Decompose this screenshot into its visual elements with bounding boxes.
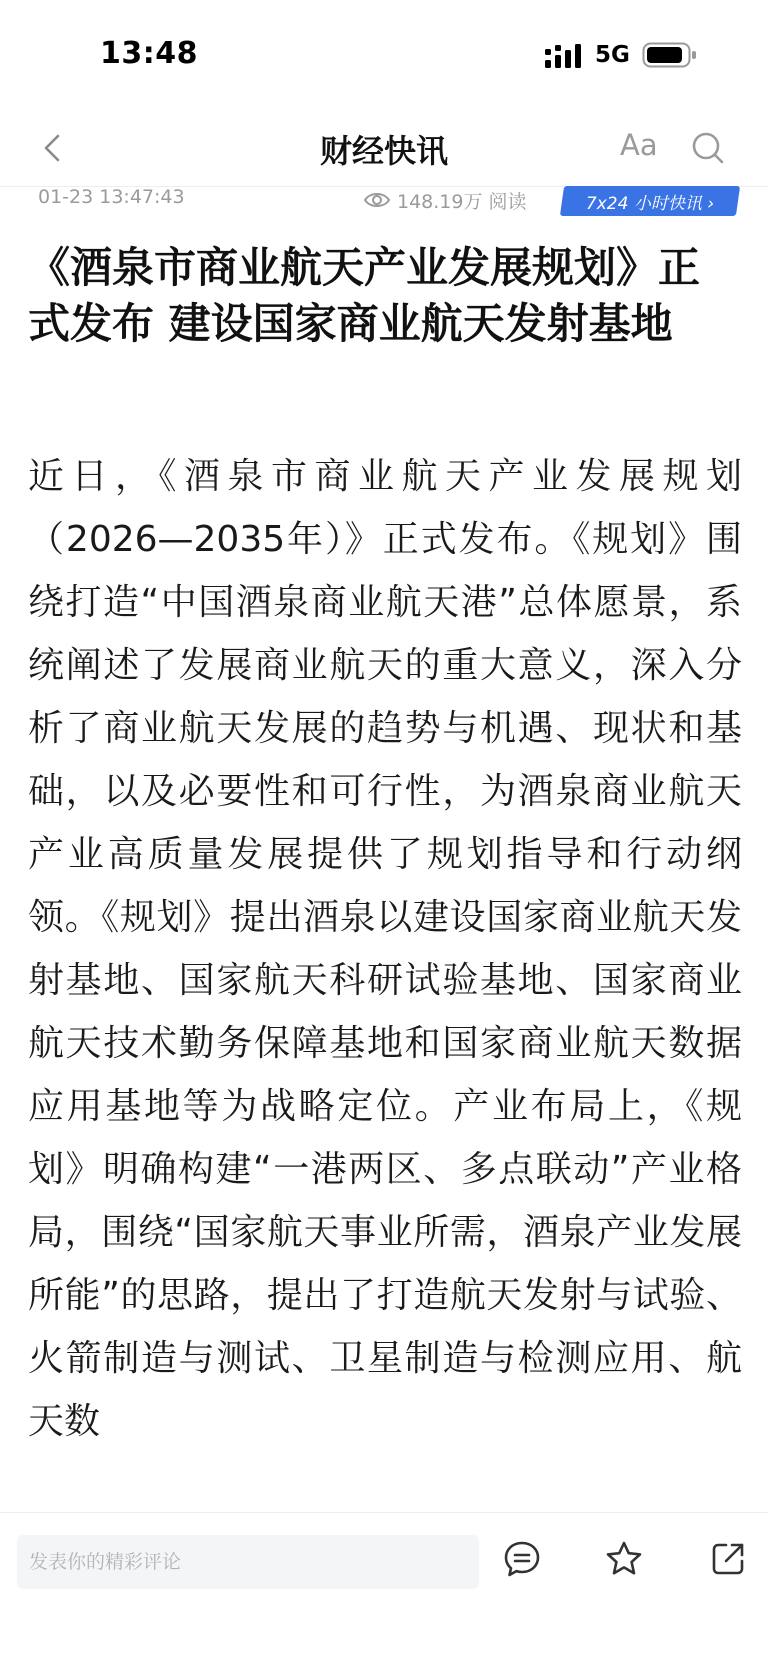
status-time: 13:48 [100,36,198,71]
article-meta [0,186,768,222]
bottom-action-bar [0,1512,768,1670]
view-count-label: 148.19万 阅读 [397,190,527,213]
share-button[interactable] [704,1535,752,1583]
article-title: 《酒泉市商业航天产业发展规划》正式发布 建设国家商业航天发射基地 [28,243,701,348]
share-icon [708,1539,748,1579]
eye-icon [363,190,391,210]
network-label: 5G [595,42,630,68]
font-size-button[interactable]: Aa [620,128,658,162]
comment-input[interactable] [17,1535,479,1589]
search-icon[interactable] [690,130,726,166]
live-news-badge-label: 7x24 小时快讯 › [585,193,715,214]
status-bar [0,0,768,110]
view-count [363,186,527,214]
live-news-badge[interactable] [560,186,740,216]
comment-button[interactable] [498,1535,546,1583]
publish-time: 01-23 13:47:43 [38,186,185,208]
page-title: 财经快讯 [319,132,448,170]
article-body: 近日，《酒泉市商业航天产业发展规划（2026—2035年）》正式发布。《规划》围绕打造“中国酒泉商业航天港”总体愿景，系统阐述了发展商业航天的重大意义，深入分析了商业航天发展的趋势与机遇、现状和基础，以及必要性和可行性，为酒泉商业航天产业高质量发展提供了规划指导和行动纲领。《规划》提出酒泉以建设国家商业航天发射基地、国家航天科研试验基地、国家商业航天技术勤务保障基地和国家商业航天数据应用基地等为战略定位。产业布局上，《规划》明确构建“一港两区、多点联动”产业格局，围绕“国家航天事业所需，酒泉产业发展所能”的思路，提出了打造航天发射与试验、火箭制造与测试、卫星制造与检测应用、航天数 [28,456,742,1442]
star-icon [604,1539,644,1579]
signal-icon [545,44,583,68]
battery-icon [642,42,698,68]
comment-icon [502,1539,542,1579]
favorite-button[interactable] [600,1535,648,1583]
nav-bar [0,110,768,187]
